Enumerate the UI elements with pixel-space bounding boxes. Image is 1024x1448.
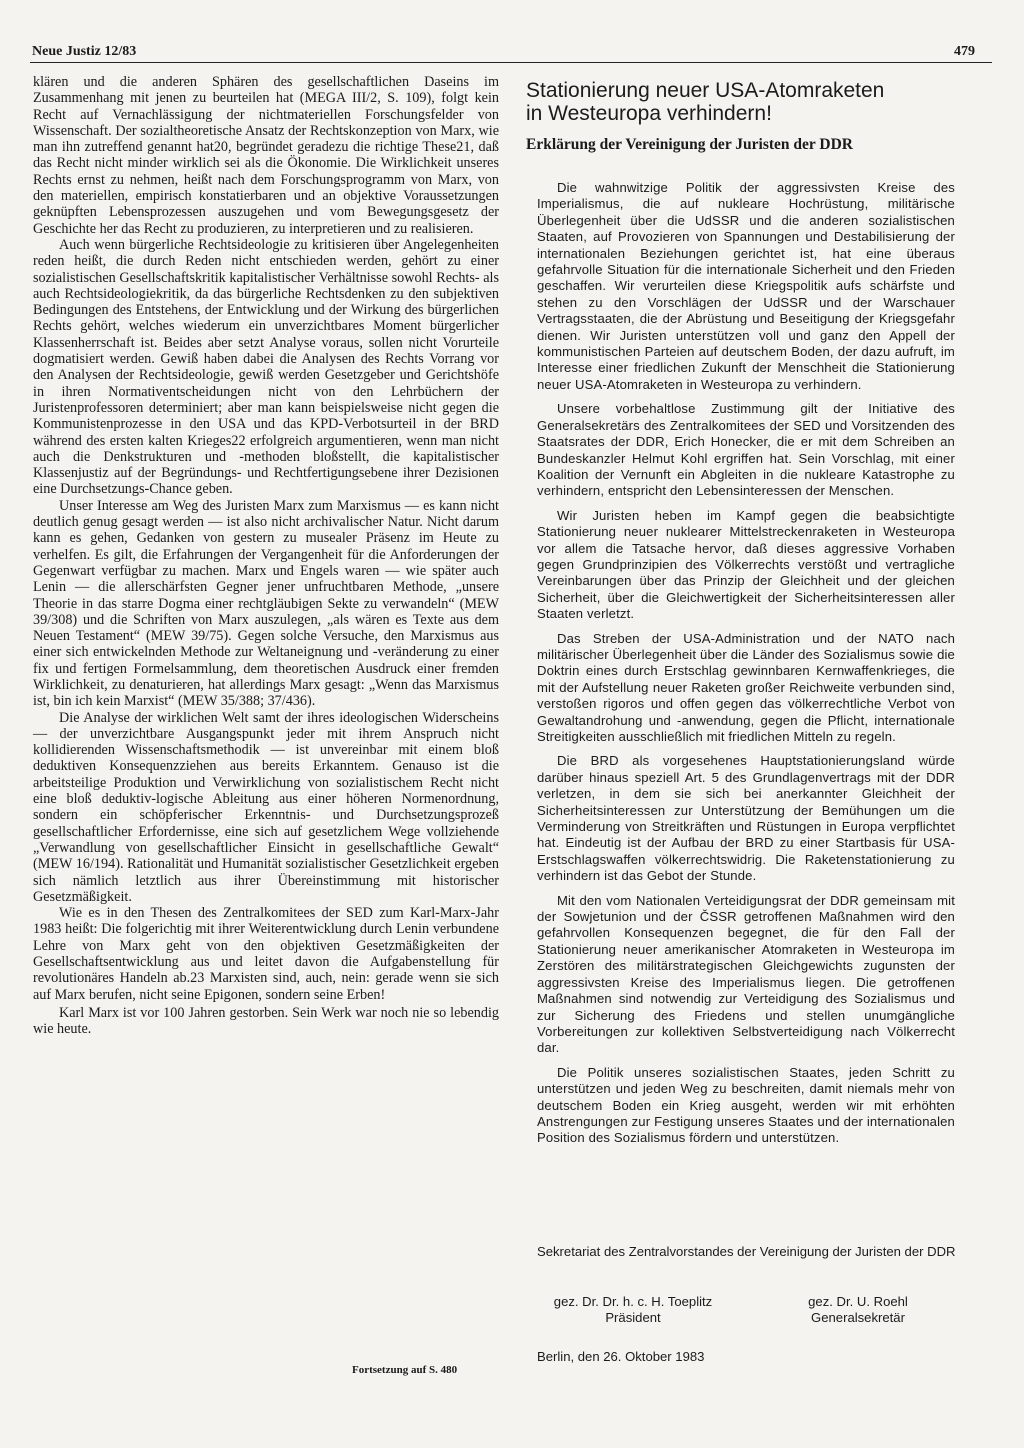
secretariat: Sekretariat des Zentralvorstandes der Vereinigung der Juristen der DDR [537,1244,956,1259]
journal-header: Neue Justiz 12/83 [32,44,137,59]
signature-name: gez. Dr. U. Roehl [808,1294,908,1309]
place-date: Berlin, den 26. Oktober 1983 [537,1349,705,1364]
paragraph: Die Politik unseres sozialistischen Staates, jeden Schritt zu unterstützen und jeden Weg zu beschreiten, damit niemals mehr von deutschem Boden ein Krieg ausgeht, werden wir mit erhöhten Anstrengungen zur Festigung unseres Staates und der internationalen Position des Sozialismus fördern und unterstützen. [537,1064,955,1146]
continuation-note: Fortsetzung auf S. 480 [352,1364,458,1376]
left-column [33,74,499,1038]
paragraph: Die Analyse der wirklichen Welt samt der ihres ideologischen Widerscheins — der unverzichtbare Ausgangspunkt jeder mit ihrem Anspruch nicht kollidierenden Wissenschaftsmethodik — ist unvereinbar mit einem bloß deduktiven Konsequenzziehen aus bereits Erkanntem. Genauso ist die arbeitsteilige Produktion und Verwirklichung von sozialistischem Recht nicht eine bloß deduktiv-logische Ableitung aus einer höheren Normenordnung, sondern ein schöpferischer Erkenntnis- und Durchsetzungsprozeß gesellschaftlicher Erfordernisse, eine sich auf gesetzlichem Wege vollziehende „Verwandlung von gesellschaftlicher Einsicht in gesellschaftliche Gewalt“ (MEW 16/194). Rationalität und Humanität sozialistischer Gesetzlichkeit ergeben sich nämlich letztlich aus ihrer Übereinstimmung mit historischer Gesetzmäßigkeit. [33,709,499,905]
paragraph: Unser Interesse am Weg des Juristen Marx zum Marxismus — es kann nicht deutlich genug gesagt werden — ist also nicht archivalischer Natur. Nicht darum kann es gehen, Gedanken von gestern zu musealer Präsenz im Heute zu verhelfen. Es gilt, die Erfahrungen der Vergangenheit für die Anforderungen der Gegenwart verfügbar zu machen. Marx und Engels waren — wie später auch Lenin — die allerschärfsten Gegner jener unfruchtbaren Methode, „unsere Theorie in das starre Dogma einer rechtgläubigen Sekte zu verwandeln“ (MEW 39/308) und die Schriften von Marx auszulegen, „als wären es Texte aus dem Neuen Testament“ (MEW 39/75). Gegen solche Versuche, den Marxismus aus einer sich entwickelnden Methode zur Weltaneignung und -veränderung zu einer fix und fertigen Formelsammlung, dem theoretischen Ausdruck einer fremden Wirklichkeit, zu denaturieren, hat allerdings Marx gesagt: „Wenn das Marxismus ist, bin ich kein Marxist“ (MEW 35/388; 37/436). [33,497,499,710]
paragraph: Karl Marx ist vor 100 Jahren gestorben. Sein Werk war noch nie so lebendig wie heute. [33,1004,499,1038]
page-number: 479 [954,44,975,59]
article-subtitle: Erklärung der Vereinigung der Juristen der DDR [526,136,853,153]
signature-president [538,1294,728,1327]
header-rule [30,62,992,63]
article-title-line: in Westeuropa verhindern! [526,102,772,125]
paragraph: Die wahnwitzige Politik der aggressivsten Kreise des Imperialismus, die auf nukleare Hochrüstung, militärische Überlegenheit über die UdSSR und die anderen sozialistischen Staaten, auf Provozieren von Spannungen und Destabilisierung der internationalen Beziehungen gerichtet ist, hat eine überaus gefahrvolle Situation für die internationale Sicherheit und den Frieden geschaffen. Wir verurteilen diese Kriegspolitik aufs schärfste und stehen zu den Vorschlägen der UdSSR und der Warschauer Vertragsstaaten, die der Abrüstung und Beseitigung der Kriegsgefahr dienen. Wir Juristen unterstützen voll und ganz den Appell der kommunistischen Parteien auf deutschem Boden, der dazu aufruft, im Interesse einer friedlichen Zukunft der Menschheit die Stationierung neuer USA-Atomraketen in Westeuropa zu verhindern. [537,180,955,392]
paragraph: klären und die anderen Sphären des gesellschaftlichen Daseins im Zusammenhang mit jenen zu beurteilen hat (MEGA III/2, S. 109), folgt kein Recht auf Vernachlässigung der nichtmateriellen Forschungsfelder von Wissenschaft. Der sozialtheoretische Ansatz der Rechtskonzeption von Marx, wie man ihn zutreffend genannt hat20, begründet geradezu die richtige These21, daß das Recht nicht minder wirklich sei als die Ökonomie. Die Wirklichkeit unseres Rechts ernst zu nehmen, heißt nach dem Forschungsprogramm von Marx, von den materiellen, empirisch konstatierbaren und an objektive Voraussetzungen geknüpften Lebensprozessen auszugehen und vom Bewegungsgesetz der Geschichte her das Recht zu produzieren, zu interpretieren und zu realisieren. [33,74,499,237]
paragraph: Mit den vom Nationalen Verteidigungsrat der DDR gemeinsam mit der Sowjetunion und der ČSSR getroffenen Maßnahmen wird den gefahrvollen Konsequenzen begegnet, die für den Fall der Stationierung neuer amerikanischer Atomraketen in Westeuropa im Zerstören des militärstrategischen Gleichgewichts zugunsten der aggressivsten Kreise des Imperialismus liegen. Die getroffenen Maßnahmen sind notwendig zur Verteidigung des Sozialismus und zur Sicherung des Friedens und stellen unumgängliche Vorbereitungen zur kollektiven Selbstverteidigung nach Völkerrecht dar. [537,892,955,1056]
paragraph: Unsere vorbehaltlose Zustimmung gilt der Initiative des Generalsekretärs des Zentralkomitees der SED und Vorsitzenden des Staatsrates der DDR, Erich Honecker, die er mit dem Schreiben an Bundeskanzler Helmut Kohl ergriffen hat. Sein Vorschlag, mit einer Koalition der Vernunft ein Abgleiten in die nukleare Katastrophe zu verhindern, entspricht den Lebensinteressen der Menschen. [537,401,955,499]
signature-role: Generalsekretär [811,1310,905,1326]
signature-secretary [790,1294,926,1327]
signature-role: Präsident [605,1310,661,1326]
paragraph: Auch wenn bürgerliche Rechtsideologie zu kritisieren über Angelegenheiten reden heißt, die durch Reden nicht entschieden werden, gehört zu einer sozialistischen Gesellschaftskritik kapitalistischer Verhältnisse sowohl Rechts- als auch Rechtsideologiekritik, da das bürgerliche Rechtsdenken zu den subjektiven Bedingungen des Entstehens, der Entwicklung und der Wirkung des bürgerlichen Rechts gehört, welches wiederum ein unverzichtbares Moment bürgerlicher Klassenherrschaft ist. Beides aber setzt Analyse voraus, sollen nicht Vorurteile dogmatisiert werden. Gewiß haben dabei die Analysen des Rechts Vorrang vor den Analysen der Rechtsideologie, gewiß werden Gesetzgeber und Gerichtshöfe in ihren Normativentscheidungen nicht von den Lehrbüchern der Juristenprofessoren determiniert; aber man kann beispielsweise nicht gegen die Kommunistenprozesse in den USA und das KPD-Verbotsurteil in der BRD während des ersten kalten Krieges22 erfolgreich argumentieren, wenn man nicht auch die Denkstrukturen und -methoden bloßstellt, die kapitalistischer Klassenjustiz auf der Begründungs- und Rechtfertigungsebene ihrer Dezisionen eine Durchsetzungs-Chance geben. [33,236,499,498]
signature-name: gez. Dr. Dr. h. c. H. Toeplitz [553,1294,713,1309]
paragraph: Die BRD als vorgesehenes Hauptstationierungsland würde darüber hinaus speziell Art. 5 des Grundlagenvertrags mit der DDR verletzen, in dem sie sich bei anerkannter Gleichheit der Sicherheitsinteressen zur Unterstützung der Bemühungen um die Verminderung von Streitkräften und Rüstungen in Europa verpflichtet hat. Eindeutig ist der Aufbau der BRD zu einer Startbasis für USA-Erstschlagswaffen völkerrechtswidrig. Die Raketenstationierung zu verhindern ist das Gebot der Stunde. [537,753,955,884]
article-title-line: Stationierung neuer USA-Atomraketen [526,79,885,102]
article-body [537,180,955,1147]
paragraph: Wir Juristen heben im Kampf gegen die beabsichtigte Stationierung neuer nuklearer Mittelstreckenraketen in Westeuropa vor allem die Tatsache hervor, daß dieses aggressive Vorhaben gegen Grundprinzipien des Völkerrechts verstößt und vertragliche Vereinbarungen über das Prinzip der Gleichheit und der gleichen Sicherheit, über die Gleichwertigkeit der Sicherheitsinteressen aller Staaten verletzt. [537,507,955,622]
paragraph: Wie es in den Thesen des Zentralkomitees der SED zum Karl-Marx-Jahr 1983 heißt: Die folgerichtig mit ihrer Weiterentwicklung durch Lenin verbundene Lehre von Marx geht von den objektiven Gesetzmäßigkeiten der Gesellschaftsentwicklung aus und leitet davon die Aufgabenstellung für revolutionäres Handeln ab.23 Marxisten sind, auch, nein: gerade wenn sie sich auf Marx berufen, nicht seine Epigonen, sondern seine Erben! [33,905,499,1003]
article-title [526,79,926,125]
paragraph: Das Streben der USA-Administration und der NATO nach militärischer Überlegenheit über die Länder des Sozialismus sowie die Doktrin eines durch Erstschlag gewinnbaren Kernwaffenkrieges, die mit der Aufstellung neuer Raketen großer Reichweite verbunden sind, verstoßen rigoros und offen gegen das völkerrechtliche Verbot von Gewaltandrohung und -anwendung, gegen die Pflicht, internationale Streitigkeiten ausschließlich mit friedlichen Mitteln zu regeln. [537,630,955,744]
